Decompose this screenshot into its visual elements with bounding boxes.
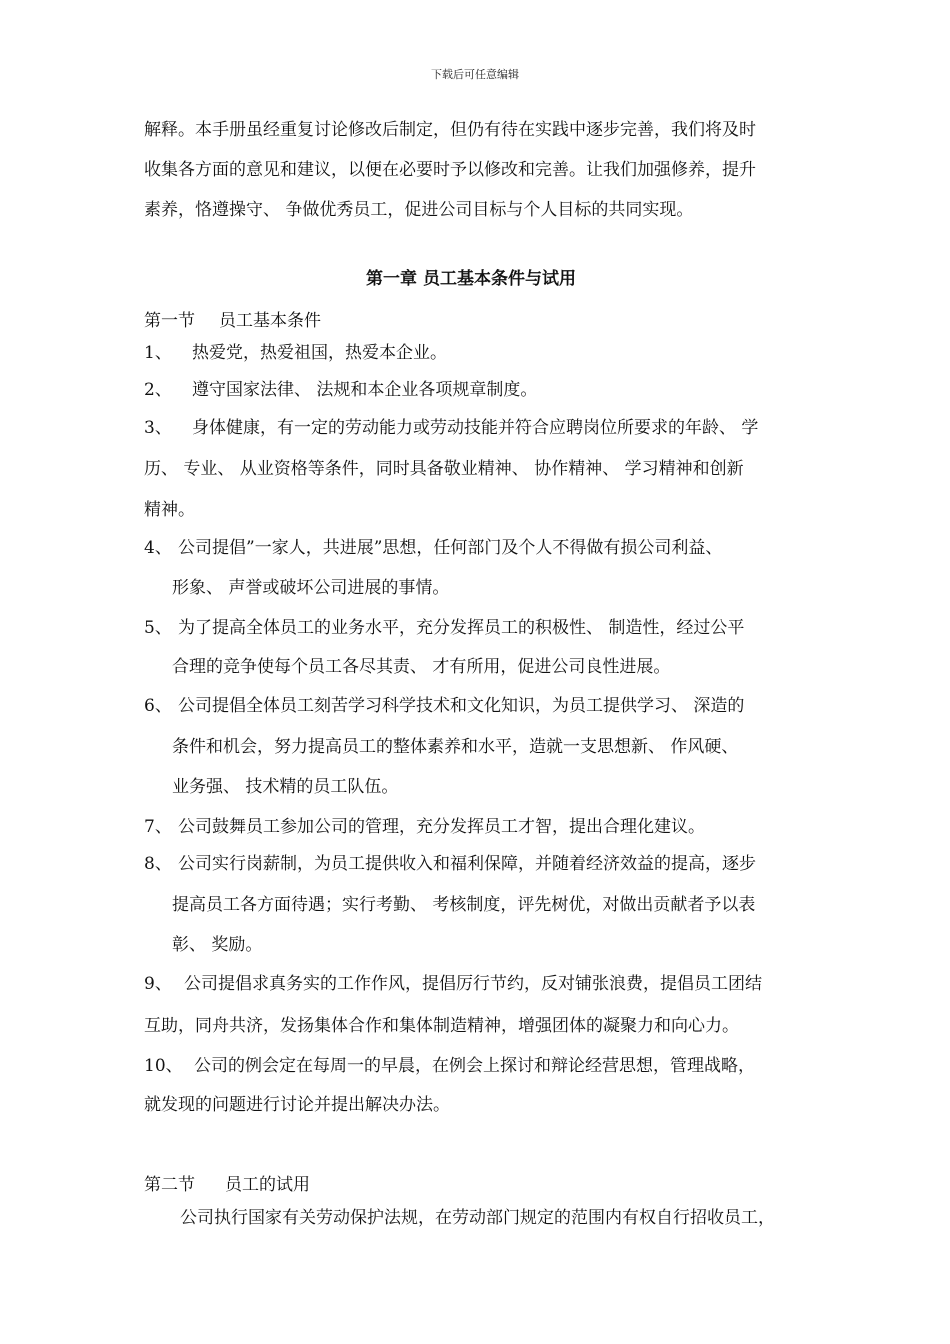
list-item-number: 6、: [144, 696, 172, 716]
section-number: 第一节: [144, 311, 195, 331]
list-item-text: 形象、 声誉或破坏公司进展的事情。: [172, 578, 450, 598]
list-item-text: 条件和机会，努力提高员工的整体素养和水平，造就一支思想新、 作风硬、: [172, 737, 739, 757]
chapter-title: 第一章 员工基本条件与试用: [366, 269, 576, 289]
list-item-number: 7、: [144, 817, 172, 837]
list-item-text: 精神。: [144, 500, 195, 520]
list-item-text: 公司提倡求真务实的工作作风，提倡厉行节约，反对铺张浪费，提倡员工团结: [184, 974, 762, 994]
list-item-text: 彰、 奖励。: [172, 935, 263, 955]
section-title: 员工的试用: [225, 1175, 310, 1195]
section-heading: [144, 306, 321, 331]
list-item-text: 业务强、 技术精的员工队伍。: [172, 777, 399, 797]
list-item-text: 遵守国家法律、 法规和本企业各项规章制度。: [192, 380, 538, 400]
list-item-text: 为了提高全体员工的业务水平，充分发挥员工的积极性、 制造性，经过公平: [178, 618, 745, 638]
section-heading: [144, 1170, 310, 1195]
list-item-number: 5、: [144, 618, 172, 638]
list-item-number: 10、: [144, 1056, 183, 1076]
list-item-number: 3、: [144, 418, 172, 438]
section-number: 第二节: [144, 1175, 195, 1195]
list-item-text: 提高员工各方面待遇；实行考勤、 考核制度，评先树优，对做出贡献者予以表: [172, 895, 756, 915]
list-item-text: 公司提倡全体员工刻苦学习科学技术和文化知识，为员工提供学习、 深造的: [178, 696, 745, 716]
intro-line: 素养，恪遵操守、 争做优秀员工，促进公司目标与个人目标的共同实现。: [144, 200, 694, 220]
list-item-text: 合理的竞争使每个员工各尽其责、 才有所用，促进公司良性进展。: [172, 657, 671, 677]
intro-line: 解释。本手册虽经重复讨论修改后制定，但仍有待在实践中逐步完善，我们将及时: [144, 120, 756, 140]
list-item-text: 公司实行岗薪制，为员工提供收入和福利保障，并随着经济效益的提高，逐步: [178, 854, 756, 874]
list-item-number: 9、: [144, 974, 172, 994]
list-item-text: 历、 专业、 从业资格等条件，同时具备敬业精神、 协作精神、 学习精神和创新: [144, 459, 744, 479]
list-item-text: 身体健康，有一定的劳动能力或劳动技能并符合应聘岗位所要求的年龄、 学: [192, 418, 759, 438]
list-item-number: 1、: [144, 343, 172, 363]
list-item-text: 公司的例会定在每周一的早晨，在例会上探讨和辩论经营思想，管理战略，: [194, 1056, 755, 1076]
list-item-text: 就发现的问题进行讨论并提出解决办法。: [144, 1095, 450, 1115]
list-item-text: 热爱党，热爱祖国，热爱本企业。: [192, 343, 447, 363]
list-item-text: 公司鼓舞员工参加公司的管理，充分发挥员工才智，提出合理化建议。: [178, 817, 705, 837]
intro-line: 收集各方面的意见和建议，以便在必要时予以修改和完善。让我们加强修养，提升: [144, 160, 756, 180]
list-item-number: 4、: [144, 538, 172, 558]
section-title: 员工基本条件: [219, 311, 321, 331]
paragraph-text: 公司执行国家有关劳动保护法规，在劳动部门规定的范围内有权自行招收员工，: [180, 1208, 775, 1228]
page-header: 下载后可任意编辑: [431, 68, 519, 81]
list-item-text: 互助，同舟共济，发扬集体合作和集体制造精神，增强团体的凝聚力和向心力。: [144, 1016, 739, 1036]
list-item-text: 公司提倡”一家人，共进展”思想，任何部门及个人不得做有损公司利益、: [178, 538, 723, 558]
list-item-number: 8、: [144, 854, 172, 874]
list-item-number: 2、: [144, 380, 172, 400]
